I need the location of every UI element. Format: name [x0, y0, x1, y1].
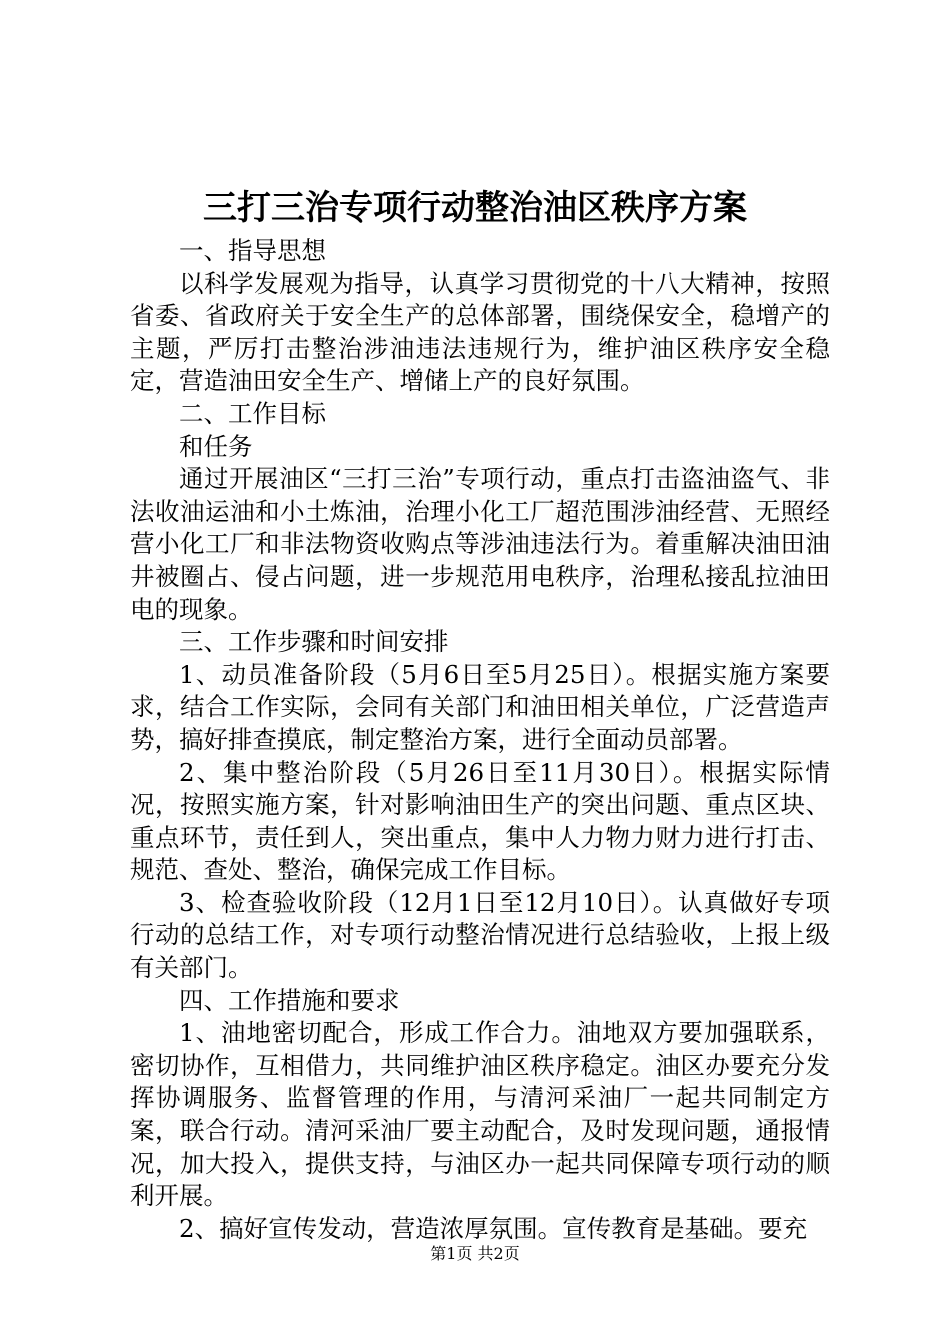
paragraph-stage-1: 1、动员准备阶段（5月6日至5月25日）。根据实施方案要求，结合工作实际，会同有关部门和油田相关单位，广泛营造声势，搞好排查摸底，制定整治方案，进行全面动员部署。 [130, 659, 830, 754]
paragraph-measure-2: 2、搞好宣传发动，营造浓厚氛围。宣传教育是基础。要充 [179, 1213, 808, 1243]
paragraph-work-goals: 通过开展油区“三打三治”专项行动，重点打击盗油盗气、非法收油运油和小土炼油，治理小化工厂超范围涉油经营、无照经营小化工厂和非法物资收购点等涉油违法行为。着重解决油田油井被圈占、侵占问题，进一步规范用电秩序，治理私接乱拉油田电的现象。 [130, 464, 830, 624]
document-body [130, 235, 830, 1245]
paragraph-measure-1: 1、油地密切配合，形成工作合力。油地双方要加强联系，密切协作，互相借力，共同维护油区秩序稳定。油区办要充分发挥协调服务、监督管理的作用，与清河采油厂一起共同制定方案，联合行动。清河采油厂要主动配合，及时发现问题，通报情况，加大投入，提供支持，与油区办一起共同保障专项行动的顺利开展。 [130, 1018, 830, 1211]
heading-tasks: 和任务 [179, 431, 253, 461]
paragraph-guiding-ideology: 以科学发展观为指导，认真学习贯彻党的十八大精神，按照省委、省政府关于安全生产的总体部署，围绕保安全，稳增产的主题，严厉打击整治涉油违法违规行为，维护油区秩序安全稳定，营造油田安全生产、增储上产的良好氛围。 [130, 268, 830, 396]
page-number-footer: 第1页 共2页 [430, 1244, 520, 1263]
heading-work-goals: 二、工作目标 [179, 398, 326, 428]
heading-measures: 四、工作措施和要求 [179, 985, 400, 1015]
heading-guiding-ideology: 一、指导思想 [179, 236, 326, 265]
paragraph-stage-3: 3、检查验收阶段（12月1日至12月10日）。认真做好专项行动的总结工作，对专项行动整治情况进行总结验收，上报上级有关部门。 [130, 887, 830, 983]
document-title: 三打三治专项行动整治油区秩序方案 [203, 188, 747, 228]
heading-schedule: 三、工作步骤和时间安排 [179, 627, 449, 657]
paragraph-stage-2: 2、集中整治阶段（5月26日至11月30日）。根据实际情况，按照实施方案，针对影响油田生产的突出问题、重点区块、重点环节，责任到人，突出重点，集中人力物力财力进行打击、规范、查处、整治，确保完成工作目标。 [130, 757, 830, 885]
